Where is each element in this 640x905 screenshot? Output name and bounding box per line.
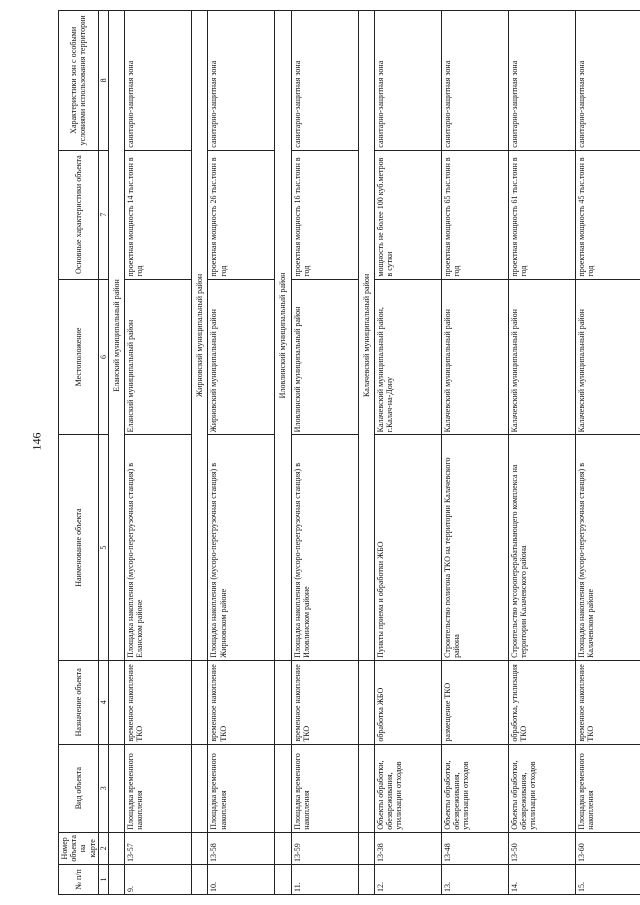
header-cell: Местоположение xyxy=(59,279,99,435)
row-number: 14. xyxy=(508,864,575,894)
map-number: 13-58 xyxy=(208,832,275,864)
object-location: Калачевский муниципальный район, г.Калач-на-Дону xyxy=(374,279,441,435)
zone-characteristics: санитарно-защитная зона xyxy=(575,11,640,151)
header-cell: Вид объекта xyxy=(59,744,99,832)
column-number: 4 xyxy=(98,660,108,744)
table-row xyxy=(508,11,575,895)
object-name: Площадка накопления (мусоро-перегрузочная станция) в Калачевском районе xyxy=(575,435,640,661)
map-number: 13-38 xyxy=(374,832,441,864)
table-row xyxy=(291,11,358,895)
map-number: 13-60 xyxy=(575,832,640,864)
object-purpose: временное накопление ТКО xyxy=(125,660,192,744)
header-cell: Характеристики зон с особыми условиями использования территории xyxy=(59,11,99,151)
object-location: Калачевский муниципальный район xyxy=(575,279,640,435)
column-number: 8 xyxy=(98,11,108,151)
row-number: 15. xyxy=(575,864,640,894)
object-name: Площадка накопления (мусоро-перегрузочная станция) в Еланском районе xyxy=(125,435,192,661)
zone-characteristics: санитарно-защитная зона xyxy=(208,11,275,151)
object-purpose: размещение ТКО xyxy=(441,660,508,744)
object-kind: Объекты обработки, обезвреживания, утилизации отходов xyxy=(441,744,508,832)
map-number: 13-57 xyxy=(125,832,192,864)
row-number: 12. xyxy=(374,864,441,894)
zone-characteristics: санитарно-защитная зона xyxy=(374,11,441,151)
row-number: 10. xyxy=(208,864,275,894)
column-number: 6 xyxy=(98,279,108,435)
rotated-table-wrapper xyxy=(58,10,598,895)
row-number: 13. xyxy=(441,864,508,894)
table-row xyxy=(374,11,441,895)
district-name: Калачевский муниципальный район xyxy=(358,11,374,661)
column-number-row xyxy=(98,11,108,895)
header-cell: Основные характеристики объекта xyxy=(59,150,99,279)
object-kind: Площадка временного накопления xyxy=(575,744,640,832)
object-characteristics: проектная мощность 14 тыс.тонн в год xyxy=(125,150,192,279)
object-name: Строительство полигона ТКО на территории Калачевского района xyxy=(441,435,508,661)
object-name: Площадка накопления (мусоро-перегрузочная станция) в Жирновском районе xyxy=(208,435,275,661)
object-purpose: временное накопление ТКО xyxy=(575,660,640,744)
map-number: 13-59 xyxy=(291,832,358,864)
objects-table xyxy=(58,10,640,895)
object-name: Строительство мусороперерабатывающего комплекса на территории Калачевского района xyxy=(508,435,575,661)
map-number: 13-48 xyxy=(441,832,508,864)
zone-characteristics: санитарно-защитная зона xyxy=(508,11,575,151)
table-row xyxy=(125,11,192,895)
object-location: Жирновский муниципальный район xyxy=(208,279,275,435)
zone-characteristics: санитарно-защитная зона xyxy=(291,11,358,151)
header-cell: Назначение объекта xyxy=(59,660,99,744)
column-number: 3 xyxy=(98,744,108,832)
table-row xyxy=(208,11,275,895)
header-cell: Наименование объекта xyxy=(59,435,99,661)
object-characteristics: проектная мощность 26 тыс.тонн в год xyxy=(208,150,275,279)
object-name: Площадка накопления (мусоро-перегрузочная станция) в Иловлинском районе xyxy=(291,435,358,661)
column-number: 1 xyxy=(98,864,108,894)
district-name: Еланский муниципальный район xyxy=(108,11,124,661)
object-purpose: обработка ЖБО xyxy=(374,660,441,744)
row-number: 9. xyxy=(125,864,192,894)
district-name: Иловлинский муниципальный район xyxy=(275,11,291,661)
header-row xyxy=(59,11,99,895)
column-number: 2 xyxy=(98,832,108,864)
object-kind: Площадка временного накопления xyxy=(291,744,358,832)
object-location: Иловлинский муниципальный район xyxy=(291,279,358,435)
table-row xyxy=(441,11,508,895)
object-characteristics: проектная мощность 45 тыс.тонн в год xyxy=(575,150,640,279)
table-row xyxy=(575,11,640,895)
district-row xyxy=(275,11,291,895)
object-name: Пункты приема и обработки ЖБО xyxy=(374,435,441,661)
zone-characteristics: санитарно-защитная зона xyxy=(441,11,508,151)
header-cell: № п/п xyxy=(59,864,99,894)
object-purpose: обработка, утилизация ТКО xyxy=(508,660,575,744)
object-kind: Площадка временного накопления xyxy=(125,744,192,832)
object-kind: Объекты обработки, обезвреживания, утилизации отходов xyxy=(508,744,575,832)
object-purpose: временное накопление ТКО xyxy=(291,660,358,744)
column-number: 7 xyxy=(98,150,108,279)
zone-characteristics: санитарно-защитная зона xyxy=(125,11,192,151)
object-purpose: временное накопление ТКО xyxy=(208,660,275,744)
object-kind: Площадка временного накопления xyxy=(208,744,275,832)
object-location: Еланский муниципальный район xyxy=(125,279,192,435)
object-location: Калачевский муниципальный район xyxy=(441,279,508,435)
row-number: 11. xyxy=(291,864,358,894)
object-characteristics: мощность не более 100 куб.метров в сутки xyxy=(374,150,441,279)
object-characteristics: проектная мощность 65 тыс.тонн в год xyxy=(441,150,508,279)
page-number: 146 xyxy=(29,432,44,451)
header-cell: Номер объекта на карте xyxy=(59,832,99,864)
map-number: 13-50 xyxy=(508,832,575,864)
district-row xyxy=(192,11,208,895)
district-row xyxy=(108,11,124,895)
object-location: Калачевский муниципальный район xyxy=(508,279,575,435)
object-characteristics: проектная мощность 16 тыс.тонн в год xyxy=(291,150,358,279)
district-name: Жирновский муниципальный район xyxy=(192,11,208,661)
district-row xyxy=(358,11,374,895)
column-number: 5 xyxy=(98,435,108,661)
object-characteristics: проектная мощность 61 тыс.тонн в год xyxy=(508,150,575,279)
object-kind: Объекты обработки, обезвреживания, утилизации отходов xyxy=(374,744,441,832)
